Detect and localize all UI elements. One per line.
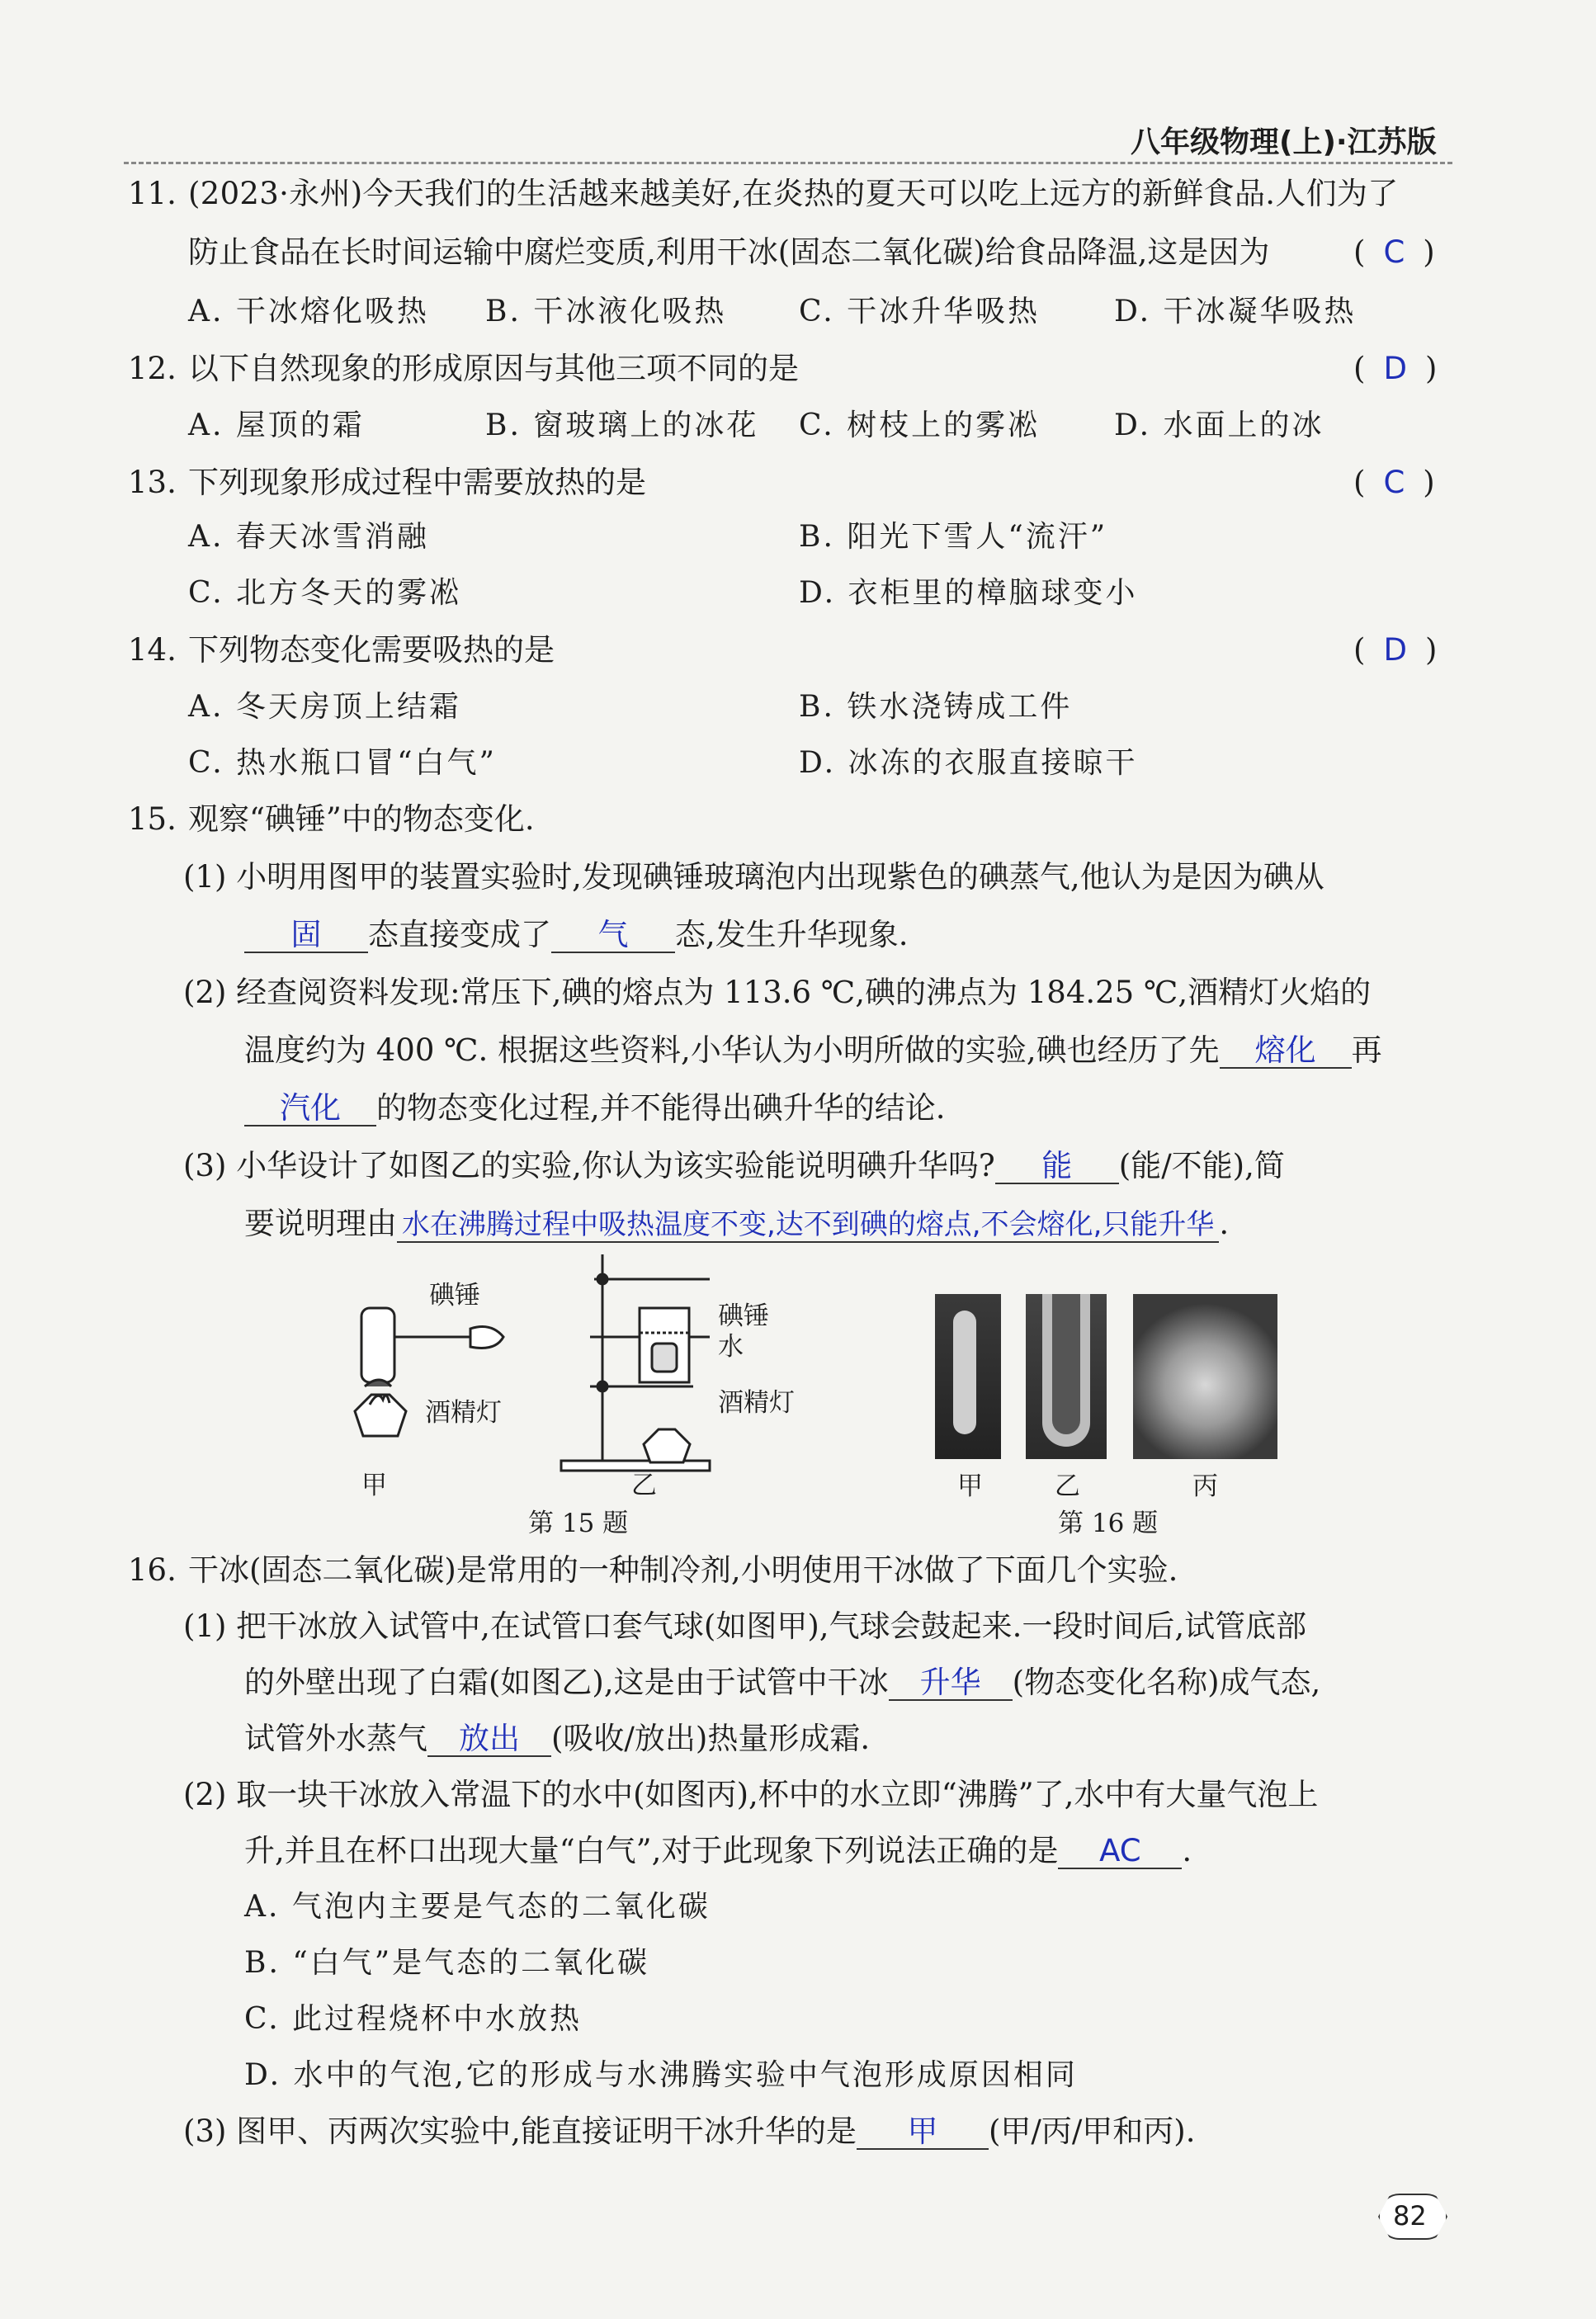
q16-p2-option-c: C. 此过程烧杯中水放热 bbox=[244, 2002, 583, 2036]
q16-number: 16. bbox=[128, 1552, 177, 1588]
fig15-diagram bbox=[347, 1246, 875, 1518]
q12-option-a: A. 屋顶的霜 bbox=[188, 409, 365, 442]
q16-p2-blank1[interactable]: AC bbox=[1058, 1835, 1182, 1869]
q15-p2-blank2[interactable]: 汽化 bbox=[244, 1092, 376, 1126]
q15-number: 15. bbox=[128, 801, 177, 837]
fig16-label-jia: 甲 bbox=[957, 1471, 983, 1501]
q11-option-b: B. 干冰液化吸热 bbox=[485, 295, 727, 328]
q15-p3-blank2[interactable]: 水在沸腾过程中吸热温度不变,达不到碘的熔点,不会熔化,只能升华 bbox=[397, 1208, 1219, 1243]
fig16-caption: 第 16 题 bbox=[1058, 1509, 1159, 1538]
q16-p2-line1: (2) 取一块干冰放入常温下的水中(如图丙),杯中的水立即“沸腾”了,水中有大量气泡上 bbox=[183, 1777, 1319, 1812]
fig16-label-bing: 丙 bbox=[1192, 1471, 1218, 1501]
page-number: 82 bbox=[1393, 2200, 1427, 2232]
q16-p2-option-b: B. “白气”是气态的二氧化碳 bbox=[244, 1946, 650, 1980]
q15-p3-blank1[interactable]: 能 bbox=[995, 1150, 1119, 1184]
q16-p1-line2: 的外壁出现了白霜(如图乙),这是由于试管中干冰 升华 (物态变化名称)成气态, bbox=[244, 1665, 1321, 1700]
fig15-label-water: 水 bbox=[718, 1332, 744, 1362]
q13-answer: ( C ) bbox=[1353, 465, 1435, 500]
q15-p3-line1: (3) 小华设计了如图乙的实验,你认为该实验能说明碘升华吗? 能 (能/不能),简 bbox=[183, 1148, 1285, 1183]
fig16-photo-jia bbox=[935, 1294, 1001, 1459]
q14-option-b: B. 铁水浇铸成工件 bbox=[799, 690, 1073, 724]
q14-number: 14. bbox=[128, 632, 177, 668]
q16-p2-line2: 升,并且在杯口出现大量“白气”,对于此现象下列说法正确的是 AC . bbox=[244, 1833, 1192, 1868]
fig16-photo-yi bbox=[1026, 1294, 1107, 1459]
q13-option-a: A. 春天冰雪消融 bbox=[188, 520, 429, 554]
fig15-label-iodine-hammer-yi: 碘锤 bbox=[718, 1301, 769, 1331]
q12-option-c: C. 树枝上的雾凇 bbox=[799, 409, 1041, 442]
q14-option-c: C. 热水瓶口冒“白气” bbox=[188, 746, 497, 780]
q15-p2-line1: (2) 经查阅资料发现:常压下,碘的熔点为 113.6 ℃,碘的沸点为 184.25 ℃,酒精灯火焰的 bbox=[183, 975, 1372, 1010]
q15-p1-blank2[interactable]: 气 bbox=[551, 919, 675, 953]
q11-line1: (2023·永州)今天我们的生活越来越美好,在炎热的夏天可以吃上远方的新鲜食品.人们为了 bbox=[188, 176, 1399, 211]
q11-answer: ( C ) bbox=[1353, 234, 1435, 270]
fig16-label-yi: 乙 bbox=[1055, 1471, 1080, 1501]
q16-p2-option-d: D. 水中的气泡,它的形成与水沸腾实验中气泡形成原因相同 bbox=[244, 2058, 1078, 2092]
q13-option-b: B. 阳光下雪人“流汗” bbox=[799, 520, 1108, 554]
q15-p1-line2: 固 态直接变成了 气 态,发生升华现象. bbox=[244, 916, 909, 954]
q15-p2-line3: 汽化 的物态变化过程,并不能得出碘升华的结论. bbox=[244, 1089, 946, 1127]
header-title: 八年级物理(上)·江苏版 bbox=[1131, 125, 1437, 159]
q16-p1-line1: (1) 把干冰放入试管中,在试管口套气球(如图甲),气球会鼓起来.一段时间后,试管底部 bbox=[183, 1608, 1307, 1644]
q15-p2-blank1[interactable]: 熔化 bbox=[1220, 1034, 1352, 1069]
q12-option-d: D. 水面上的冰 bbox=[1114, 409, 1324, 442]
q16-p3-blank1[interactable]: 甲 bbox=[857, 2115, 989, 2150]
fig16-photo-bing bbox=[1133, 1294, 1277, 1459]
q16-p2-option-a: A. 气泡内主要是气态的二氧化碳 bbox=[244, 1890, 711, 1924]
fig15-label-lamp-jia: 酒精灯 bbox=[425, 1398, 502, 1428]
q16-p3-line1: (3) 图甲、丙两次实验中,能直接证明干冰升华的是 甲 (甲/丙/甲和丙). bbox=[183, 2114, 1196, 2149]
q13-option-d: D. 衣柜里的樟脑球变小 bbox=[799, 576, 1138, 610]
q15-p1-line1: (1) 小明用图甲的装置实验时,发现碘锤玻璃泡内出现紫色的碘蒸气,他认为是因为碘从 bbox=[183, 859, 1324, 895]
q16-p1-blank2[interactable]: 放出 bbox=[427, 1722, 551, 1757]
q11-option-c: C. 干冰升华吸热 bbox=[799, 295, 1041, 328]
fig15-yi-apparatus bbox=[561, 1254, 710, 1471]
q14-answer: ( D ) bbox=[1353, 632, 1438, 668]
header-divider bbox=[124, 162, 1452, 164]
fig15-label-iodine-hammer-jia: 碘锤 bbox=[429, 1281, 480, 1311]
q12-text: 以下自然现象的形成原因与其他三项不同的是 bbox=[188, 351, 799, 386]
fig15-caption: 第 15 题 bbox=[528, 1509, 629, 1538]
q14-option-d: D. 冰冻的衣服直接晾干 bbox=[799, 746, 1138, 780]
q11-option-a: A. 干冰熔化吸热 bbox=[188, 295, 429, 328]
q11-option-d: D. 干冰凝华吸热 bbox=[1114, 295, 1357, 328]
q13-number: 13. bbox=[128, 465, 177, 500]
q11-line2: 防止食品在长时间运输中腐烂变质,利用干冰(固态二氧化碳)给食品降温,这是因为 bbox=[188, 234, 1270, 270]
q12-option-b: B. 窗玻璃上的冰花 bbox=[485, 409, 759, 442]
q15-p1-blank1[interactable]: 固 bbox=[244, 919, 368, 953]
q14-option-a: A. 冬天房顶上结霜 bbox=[188, 690, 461, 724]
q16-p1-line3: 试管外水蒸气 放出 (吸收/放出)热量形成霜. bbox=[244, 1721, 871, 1756]
q16-p1-blank1[interactable]: 升华 bbox=[889, 1666, 1013, 1701]
fig15-label-lamp-yi: 酒精灯 bbox=[718, 1388, 795, 1418]
fig15-label-jia: 甲 bbox=[361, 1471, 387, 1500]
q13-option-c: C. 北方冬天的雾凇 bbox=[188, 576, 462, 610]
q15-p2-line2: 温度约为 400 ℃. 根据这些资料,小华认为小明所做的实验,碘也经历了先 熔化 再 bbox=[244, 1032, 1382, 1068]
q13-text: 下列现象形成过程中需要放热的是 bbox=[188, 465, 646, 500]
q11-number: 11. bbox=[128, 176, 177, 211]
fig15-label-yi: 乙 bbox=[631, 1471, 657, 1500]
q12-number: 12. bbox=[128, 351, 177, 386]
q14-text: 下列物态变化需要吸热的是 bbox=[188, 632, 555, 668]
q15-p3-line2: 要说明理由 水在沸腾过程中吸热温度不变,达不到碘的熔点,不会熔化,只能升华 . bbox=[244, 1206, 1230, 1241]
q16-text: 干冰(固态二氧化碳)是常用的一种制冷剂,小明使用干冰做了下面几个实验. bbox=[188, 1552, 1178, 1588]
q15-text: 观察“碘锤”中的物态变化. bbox=[188, 801, 535, 837]
q12-answer: ( D ) bbox=[1353, 351, 1438, 386]
